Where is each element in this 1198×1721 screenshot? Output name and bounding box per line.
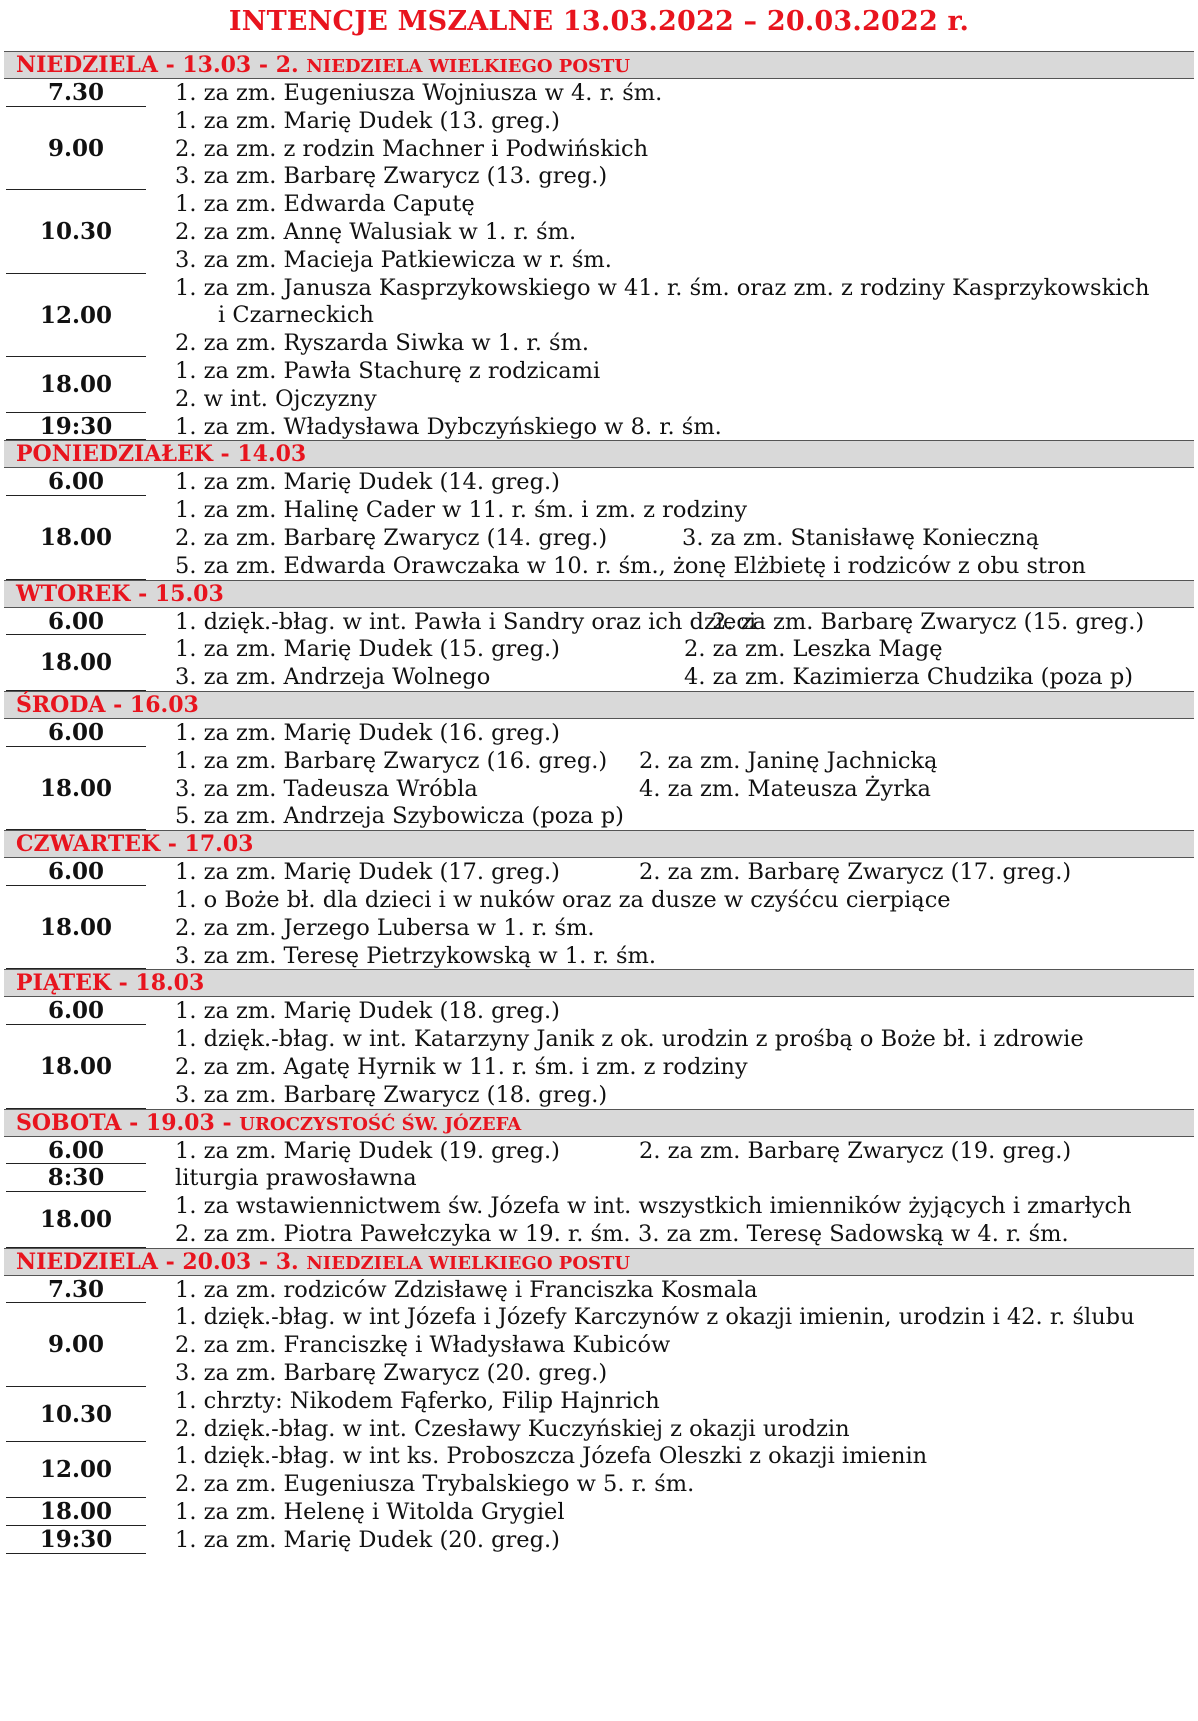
intention-text: 1. za zm. Władysława Dybczyńskiego w 8. r. śm. <box>175 413 722 440</box>
intention-text: 3. za zm. Macieja Patkiewicza w r. śm. <box>175 246 612 273</box>
intention-text: 5. za zm. Andrzeja Szybowicza (poza p) <box>175 803 624 830</box>
intention-text: 3. za zm. Stanisławę Konieczną <box>682 524 1040 551</box>
intention-text: 1. za zm. rodziców Zdzisławę i Franciszka Kosmala <box>175 1276 758 1303</box>
mass-row <box>4 997 1194 1025</box>
mass-row <box>4 274 1194 357</box>
intention-text: 5. za zm. Edwarda Orawczaka w 10. r. śm., żonę Elżbietę i rodziców z obu stron <box>175 552 1086 579</box>
mass-row <box>4 190 1194 273</box>
day-header <box>4 1109 1194 1137</box>
intention-text: 4. za zm. Kazimierza Chudzika (poza p) <box>684 664 1134 691</box>
day-header-main: PONIEDZIAŁEK - 14.03 <box>16 441 307 468</box>
schedule <box>4 51 1194 1554</box>
mass-row <box>4 1025 1194 1108</box>
intention-text: 1. za zm. Marię Dudek (20. greg.) <box>175 1526 560 1553</box>
intention-text: 2. dzięk.-błag. w int. Czesławy Kuczyńskiej z okazji urodzin <box>175 1415 850 1442</box>
intention-text: 2. za zm. Barbarę Zwarycz (19. greg.) <box>639 1137 1072 1164</box>
mass-time: 19:30 <box>6 413 146 441</box>
mass-time: 9.00 <box>6 1303 146 1386</box>
intention-text: 1. za zm. Barbarę Zwarycz (16. greg.) <box>175 747 608 774</box>
intention-text: i Czarneckich <box>218 302 374 329</box>
mass-time: 19:30 <box>6 1526 146 1554</box>
day-header-main: PIĄTEK - 18.03 <box>16 970 205 997</box>
intention-text: 1. za zm. Pawła Stachurę z rodzicami <box>175 357 601 384</box>
intention-text: 1. za zm. Marię Dudek (15. greg.) <box>175 636 560 663</box>
day-header-feast: UROCZYSTOŚĆ ŚW. JÓZEFA <box>239 1113 522 1135</box>
mass-row <box>4 635 1194 691</box>
intention-text: 1. dzięk.-błag. w int Józefa i Józefy Karczynów z okazji imienin, urodzin i 42. r. ślubu <box>175 1304 1135 1331</box>
intention-text: 1. dzięk.-błag. w int ks. Proboszcza Józefa Oleszki z okazji imienin <box>175 1443 928 1470</box>
mass-row <box>4 886 1194 969</box>
mass-time: 9.00 <box>6 107 146 190</box>
intention-text: 2. za zm. Barbarę Zwarycz (15. greg.) <box>712 608 1145 635</box>
mass-time: 7.30 <box>6 1276 146 1304</box>
intention-text: liturgia prawosławna <box>175 1165 417 1192</box>
mass-time: 18.00 <box>6 1192 146 1248</box>
mass-time: 6.00 <box>6 719 146 747</box>
mass-time: 18.00 <box>6 747 146 830</box>
mass-time: 6.00 <box>6 608 146 636</box>
intention-text: 2. za zm. Leszka Magę <box>684 636 943 663</box>
intention-text: 1. za zm. Eugeniusza Wojniusza w 4. r. śm. <box>175 80 663 106</box>
mass-time: 7.30 <box>6 79 146 107</box>
intention-text: 2. za zm. Janinę Jachnicką <box>639 747 938 774</box>
intention-text: 2. za zm. Jerzego Lubersa w 1. r. śm. <box>175 914 595 941</box>
intention-text: 3. za zm. Tadeusza Wróbla <box>175 775 478 802</box>
mass-row <box>4 1164 1194 1192</box>
day-header-main: WTOREK - 15.03 <box>16 580 224 607</box>
mass-row <box>4 1137 1194 1165</box>
intention-text: 3. za zm. Barbarę Zwarycz (13. greg.) <box>175 163 608 190</box>
day-header <box>4 830 1194 858</box>
intention-text: 1. za zm. Marię Dudek (16. greg.) <box>175 719 560 746</box>
mass-time: 12.00 <box>6 274 146 357</box>
mass-time: 12.00 <box>6 1442 146 1498</box>
mass-row <box>4 357 1194 413</box>
intention-text: 2. za zm. Franciszkę i Władysława Kubiców <box>175 1332 671 1359</box>
mass-time: 18.00 <box>6 1498 146 1526</box>
intention-text: 1. za wstawiennictwem św. Józefa w int. wszystkich imienników żyjących i zmarłych <box>175 1193 1132 1220</box>
mass-row <box>4 1526 1194 1554</box>
intention-text: 1. dzięk.-błag. w int. Pawła i Sandry oraz ich dzieci <box>175 608 757 635</box>
intention-text: 1. chrzty: Nikodem Fąferko, Filip Hajnrich <box>175 1387 660 1414</box>
day-header-feast: NIEDZIELA WIELKIEGO POSTU <box>306 56 631 77</box>
intention-text: 2. za zm. Agatę Hyrnik w 11. r. śm. i zm. z rodziny <box>175 1053 748 1080</box>
intention-text: 1. za zm. Halinę Cader w 11. r. śm. i zm. z rodziny <box>175 497 748 524</box>
intention-text: 2. za zm. Eugeniusza Trybalskiego w 5. r. śm. <box>175 1471 695 1498</box>
day-header <box>4 51 1194 79</box>
day-header-main: SOBOTA - 19.03 - <box>16 1109 240 1136</box>
intention-text: 1. za zm. Marię Dudek (17. greg.) <box>175 859 560 886</box>
mass-row <box>4 1303 1194 1386</box>
day-header-main: NIEDZIELA - 20.03 - 3. <box>16 1248 307 1275</box>
day-header-main: NIEDZIELA - 13.03 - 2. <box>16 52 307 78</box>
intention-text: 1. za zm. Marię Dudek (14. greg.) <box>175 469 560 496</box>
day-header <box>4 440 1194 468</box>
intention-text: 1. za zm. Edwarda Caputę <box>175 191 475 218</box>
page-title: INTENCJE MSZALNE 13.03.2022 – 20.03.2022 r. <box>228 6 970 37</box>
intention-text: 3. za zm. Teresę Sadowską w 4. r. śm. <box>638 1220 1069 1247</box>
mass-row <box>4 1276 1194 1304</box>
intention-text: 2. za zm. Barbarę Zwarycz (17. greg.) <box>639 859 1072 886</box>
day-header-main: ŚRODA - 16.03 <box>16 691 199 718</box>
mass-row <box>4 107 1194 190</box>
mass-time: 6.00 <box>6 997 146 1025</box>
day-header-main: CZWARTEK - 17.03 <box>16 831 254 858</box>
mass-time: 6.00 <box>6 468 146 496</box>
mass-row <box>4 1442 1194 1498</box>
intention-text: 1. za zm. Helenę i Witolda Grygiel <box>175 1499 565 1526</box>
intention-text: 3. za zm. Teresę Pietrzykowską w 1. r. śm. <box>175 942 657 969</box>
mass-time: 8:30 <box>6 1164 146 1192</box>
intention-text: 2. za zm. Ryszarda Siwka w 1. r. śm. <box>175 330 590 357</box>
intention-text: 2. za zm. Annę Walusiak w 1. r. śm. <box>175 218 577 245</box>
mass-row <box>4 496 1194 579</box>
mass-time: 18.00 <box>6 1025 146 1108</box>
mass-time: 18.00 <box>6 886 146 969</box>
mass-row <box>4 608 1194 636</box>
day-header-feast: NIEDZIELA WIELKIEGO POSTU <box>306 1252 631 1274</box>
intention-text: 2. w int. Ojczyzny <box>175 385 377 412</box>
intention-text: 1. dzięk.-błag. w int. Katarzyny Janik z ok. urodzin z prośbą o Boże bł. i zdrowie <box>175 1026 1084 1053</box>
day-header <box>4 969 1194 997</box>
day-header <box>4 580 1194 608</box>
intention-text: 1. za zm. Marię Dudek (19. greg.) <box>175 1137 560 1164</box>
intention-text: 2. za zm. z rodzin Machner i Podwińskich <box>175 135 649 162</box>
mass-row <box>4 1498 1194 1526</box>
mass-time: 6.00 <box>6 858 146 886</box>
mass-time: 10.30 <box>6 1387 146 1443</box>
mass-row <box>4 1387 1194 1443</box>
mass-time: 6.00 <box>6 1137 146 1165</box>
intention-text: 1. o Boże bł. dla dzieci i w nuków oraz za dusze w czyśćcu cierpiące <box>175 886 951 913</box>
mass-row <box>4 79 1194 107</box>
mass-row <box>4 719 1194 747</box>
mass-row <box>4 413 1194 441</box>
mass-time: 18.00 <box>6 357 146 413</box>
intention-text: 3. za zm. Andrzeja Wolnego <box>175 664 491 691</box>
mass-row <box>4 468 1194 496</box>
intention-text: 4. za zm. Mateusza Żyrka <box>639 775 931 802</box>
mass-row <box>4 747 1194 830</box>
intention-text: 3. za zm. Barbarę Zwarycz (20. greg.) <box>175 1360 608 1387</box>
mass-time: 18.00 <box>6 496 146 579</box>
mass-time: 10.30 <box>6 190 146 273</box>
mass-time: 18.00 <box>6 635 146 691</box>
mass-row <box>4 1192 1194 1248</box>
mass-row <box>4 858 1194 886</box>
intention-text: 2. za zm. Piotra Pawełczyka w 19. r. śm. <box>175 1220 631 1247</box>
day-header <box>4 691 1194 719</box>
intention-text: 3. za zm. Barbarę Zwarycz (18. greg.) <box>175 1081 608 1108</box>
intention-text: 2. za zm. Barbarę Zwarycz (14. greg.) <box>175 524 608 551</box>
intention-text: 1. za zm. Marię Dudek (13. greg.) <box>175 107 560 134</box>
intention-text: 1. za zm. Marię Dudek (18. greg.) <box>175 998 560 1025</box>
day-header <box>4 1248 1194 1276</box>
intention-text: 1. za zm. Janusza Kasprzykowskiego w 41. r. śm. oraz zm. z rodziny Kasprzykowskich <box>175 274 1150 301</box>
